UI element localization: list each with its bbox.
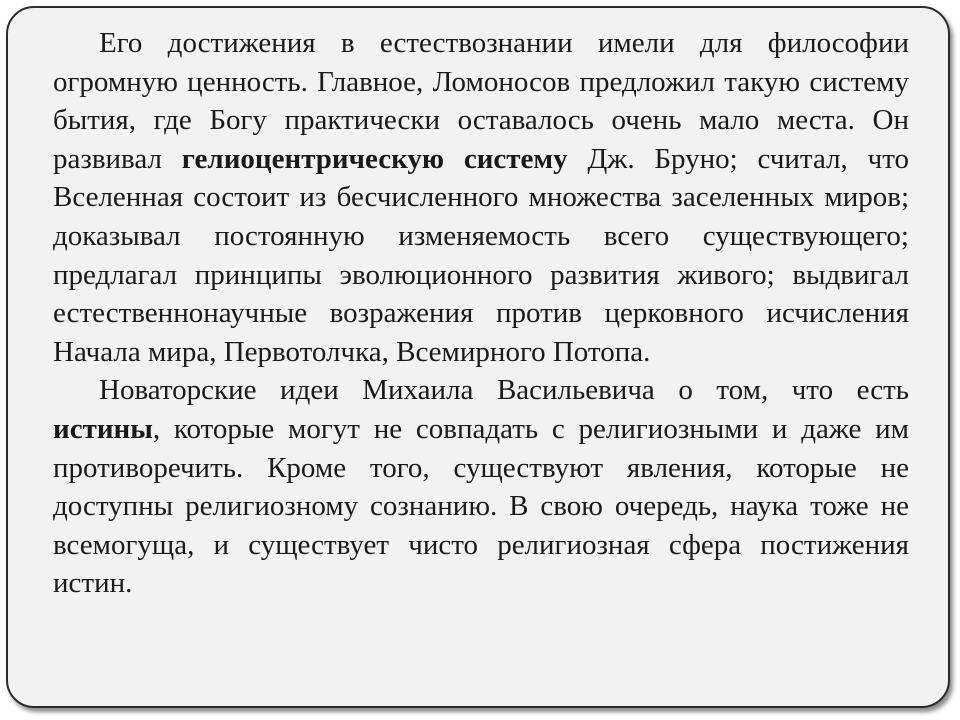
paragraph-1-bold-term: гелиоцентрическую систему [181, 142, 568, 175]
slide-text-body [53, 24, 909, 603]
paragraph-2-text-start: Новаторские идеи Михаила Васильевича о том, что есть [99, 374, 909, 407]
paragraph-2 [53, 371, 909, 603]
paragraph-2-bold-term: истины [53, 412, 153, 445]
paragraph-1 [53, 24, 909, 371]
paragraph-1-text-end: Дж. Бруно; считал, что Вселенная состоит из бесчисленного множества заселенных миров; доказывал постоянную изменяемость всего существующего; предлагал принципы эволюционного развития живого; выдвигал естественнонаучные возражения против церковного исчисления Начала мира, Первотолчка, Всемирного Потопа. [53, 142, 909, 368]
paragraph-2-text-end: , которые могут не совпадать с религиозными и даже им противоречить. Кроме того, существуют явления, которые не доступны религиозному сознанию. В свою очередь, наука тоже не всемогуща, и существует чисто религиозная сфера постижения истин. [53, 412, 909, 600]
paragraph-1-text-start: Его достижения в естествознании имели для философии огромную ценность. Главное, Ломоносов предложил такую систему бытия, где Богу практически оставалось очень мало места. Он развивал [53, 27, 909, 175]
